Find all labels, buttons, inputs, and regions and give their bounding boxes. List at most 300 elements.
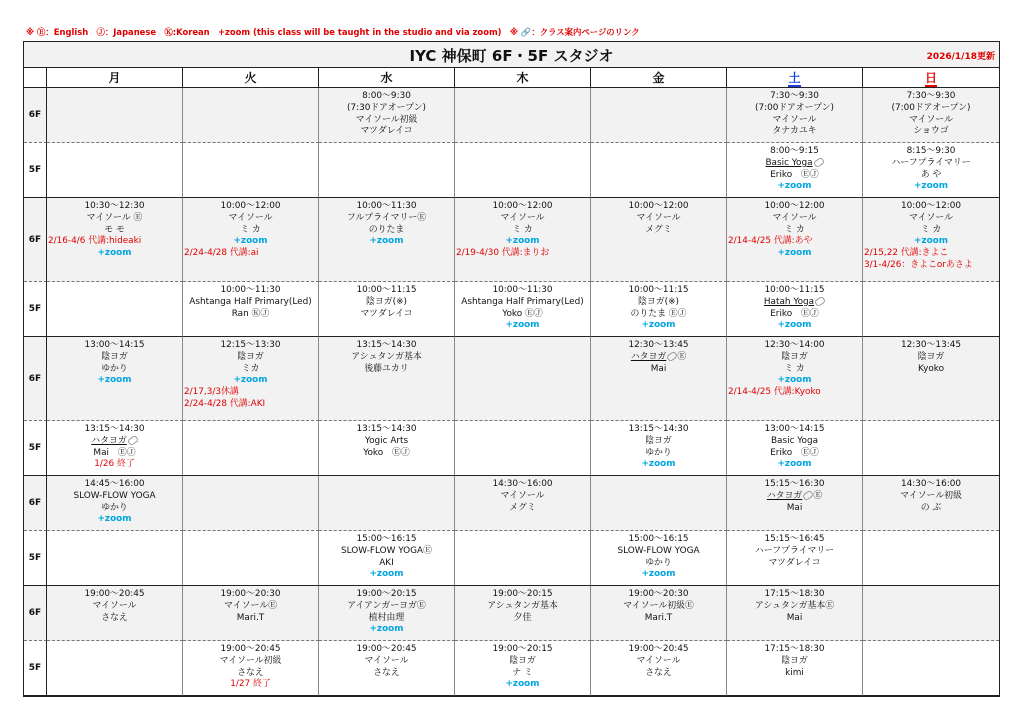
- class-cell: [863, 282, 999, 337]
- class-text: 2/24-4/28 代講:ai: [184, 248, 259, 259]
- class-text: ミ カ: [784, 224, 805, 235]
- class-text: マイソール: [772, 212, 817, 223]
- class-line: [591, 201, 726, 213]
- class-line: [455, 491, 590, 503]
- class-cell: [727, 641, 863, 696]
- class-cell: [455, 337, 591, 421]
- zoom-tag: [727, 459, 862, 471]
- class-line: [455, 201, 590, 213]
- class-line: [455, 285, 590, 297]
- class-cell: [455, 531, 591, 586]
- floor-label: 6F: [24, 476, 47, 531]
- class-text: アシュタンガ基本: [487, 600, 558, 611]
- class-text: ハーフプライマリー: [891, 157, 971, 168]
- class-text: アシュタンガ基本: [351, 351, 422, 362]
- language-mark: Ⓔ: [813, 490, 823, 501]
- class-text: 陰ヨガ: [781, 351, 808, 362]
- class-text: +zoom: [777, 181, 812, 192]
- class-text: マツダレイコ: [360, 126, 413, 137]
- class-line: [183, 285, 318, 297]
- notice-text: [863, 248, 999, 260]
- class-text: のりたま: [368, 224, 405, 235]
- zoom-tag: [591, 459, 726, 471]
- class-line: [183, 213, 318, 225]
- zoom-tag: [455, 236, 590, 248]
- class-cell: [591, 282, 727, 337]
- class-line: [319, 558, 454, 570]
- class-text: のりたま ⒺⒿ: [630, 308, 687, 319]
- class-link[interactable]: Basic Yoga: [765, 157, 813, 168]
- class-cell: [319, 586, 455, 641]
- class-text: マイソール: [500, 212, 545, 223]
- class-line: [47, 213, 182, 225]
- class-text: 19:00～20:30: [220, 589, 281, 599]
- class-text: +zoom: [641, 569, 676, 580]
- class-line: [183, 656, 318, 668]
- class-line: [319, 285, 454, 297]
- class-text: +zoom: [505, 236, 540, 247]
- class-text: マイソールⒺ: [224, 600, 277, 611]
- class-cell: [591, 143, 727, 198]
- class-line: [183, 297, 318, 309]
- class-text: 陰ヨガ: [917, 351, 945, 362]
- class-cell: [47, 282, 183, 337]
- class-text: 7:30～9:30: [770, 91, 819, 101]
- class-text: 10:00～11:15: [764, 285, 825, 295]
- class-text: 15:15～16:45: [764, 534, 825, 544]
- class-text: +zoom: [369, 236, 404, 247]
- class-cell: [183, 337, 319, 421]
- class-text: 13:00～14:15: [764, 424, 825, 434]
- class-text: 15:15～16:30: [764, 479, 825, 489]
- class-text: 10:00～12:00: [492, 201, 553, 211]
- class-line: [727, 213, 862, 225]
- class-text: +zoom: [777, 375, 812, 386]
- class-cell: [319, 641, 455, 696]
- class-line: [863, 491, 999, 503]
- class-text: Mari.T: [644, 612, 673, 623]
- class-line: [863, 158, 999, 170]
- notice-text: [183, 679, 318, 691]
- class-text: kimi: [785, 667, 804, 678]
- class-line: [455, 601, 590, 613]
- class-line: [727, 546, 862, 558]
- class-line: [183, 225, 318, 237]
- class-text: 1/26 終了: [94, 459, 135, 470]
- class-text: 19:00～20:15: [492, 589, 553, 599]
- class-text: 陰ヨガ: [101, 351, 128, 362]
- floor-label: 5F: [24, 421, 47, 476]
- class-line: [455, 613, 590, 625]
- class-line: [863, 503, 999, 515]
- class-line: [47, 225, 182, 237]
- zoom-tag: [47, 375, 182, 387]
- legend-note: ※ Ⓔ：English Ⓙ：Japanese Ⓚ:Korean +zoom (this class will be taught in the studio and via zoom) ※ 🔗：クラス案内ページのリンク: [26, 27, 640, 37]
- class-line: [47, 601, 182, 613]
- class-text: Yoko ⒺⒿ: [502, 308, 543, 319]
- class-text: 1/27 終了: [230, 679, 271, 690]
- class-cell: [455, 586, 591, 641]
- class-text: ゆかり: [101, 363, 128, 374]
- class-line: [727, 644, 862, 656]
- class-text: 12:15～13:30: [220, 340, 281, 350]
- class-text: 8:15～9:30: [906, 146, 956, 156]
- class-line: [183, 613, 318, 625]
- class-cell: [863, 476, 999, 531]
- class-text: AKI: [379, 557, 394, 568]
- class-text: ミ カ: [784, 363, 805, 374]
- class-line: [727, 503, 862, 515]
- class-line: [47, 352, 182, 364]
- class-text: 植村由理: [368, 612, 405, 623]
- class-line: [455, 479, 590, 491]
- class-line: [319, 589, 454, 601]
- class-line: [727, 170, 862, 182]
- class-line: [727, 479, 862, 491]
- class-line: [47, 448, 182, 460]
- floor-label: 5F: [24, 143, 47, 198]
- class-text: アイアンガーヨガⒺ: [347, 600, 426, 611]
- class-line: [727, 364, 862, 376]
- class-line: [727, 436, 862, 448]
- class-cell: [727, 421, 863, 476]
- class-text: 陰ヨガ(※): [366, 296, 407, 307]
- class-text: +zoom: [913, 181, 949, 192]
- class-text: 12:30～14:00: [764, 340, 825, 350]
- class-line: [591, 644, 726, 656]
- class-line: [591, 558, 726, 570]
- class-line: [727, 558, 862, 570]
- class-text: +zoom: [641, 320, 676, 331]
- class-line: [319, 201, 454, 213]
- class-text: Mai: [786, 502, 803, 513]
- class-line: [455, 309, 590, 321]
- class-line: [863, 170, 999, 182]
- class-cell: [183, 143, 319, 198]
- floor-label: 5F: [24, 282, 47, 337]
- class-cell: [47, 198, 183, 282]
- notice-text: [863, 260, 999, 272]
- link-icon[interactable]: [127, 435, 139, 446]
- class-cell: [863, 421, 999, 476]
- floor-label: 5F: [24, 531, 47, 586]
- class-cell: [591, 88, 727, 143]
- class-text: 15:00～16:15: [628, 534, 689, 544]
- class-cell: [319, 531, 455, 586]
- class-cell: [183, 282, 319, 337]
- class-line: [727, 115, 862, 127]
- class-line: [47, 424, 182, 436]
- class-line: [455, 213, 590, 225]
- class-line[interactable]: [47, 436, 182, 448]
- class-cell: [183, 641, 319, 696]
- zoom-tag: [455, 320, 590, 332]
- class-text: マイソール初級Ⓔ: [623, 600, 694, 611]
- class-cell: [319, 337, 455, 421]
- class-line: [319, 297, 454, 309]
- class-text: フルプライマリーⒺ: [346, 212, 427, 223]
- class-line: [591, 613, 726, 625]
- class-cell: [319, 476, 455, 531]
- header-corner: [24, 68, 47, 88]
- zoom-tag: [863, 181, 999, 193]
- zoom-tag: [727, 181, 862, 193]
- class-text: 15:00～16:15: [356, 534, 417, 544]
- class-cell: [863, 586, 999, 641]
- zoom-tag: [863, 236, 999, 248]
- class-text: 3/1-4/26：きよこorあさよ: [864, 259, 973, 270]
- class-line: [319, 601, 454, 613]
- class-text: さなえ: [645, 667, 672, 678]
- class-text: マイソール: [908, 114, 954, 125]
- class-text: +zoom: [505, 679, 540, 690]
- class-line: [319, 340, 454, 352]
- class-text: Ashtanga Half Primary(Led): [189, 296, 312, 307]
- class-text: ゆかり: [645, 557, 672, 568]
- class-line: [319, 613, 454, 625]
- zoom-tag: [319, 624, 454, 636]
- class-line: [591, 424, 726, 436]
- class-text: モ モ: [104, 224, 125, 235]
- class-cell: [727, 337, 863, 421]
- class-line: [319, 115, 454, 127]
- class-line: [591, 364, 726, 376]
- class-line: [863, 479, 999, 491]
- class-text: 17:15～18:30: [764, 644, 825, 654]
- zoom-tag: [183, 236, 318, 248]
- class-cell: [47, 586, 183, 641]
- class-cell: [319, 143, 455, 198]
- class-link[interactable]: ハタヨガ: [766, 490, 803, 501]
- class-text: マイソール: [228, 212, 273, 223]
- class-cell: [727, 586, 863, 641]
- class-text: Eriko ⒺⒿ: [770, 308, 819, 319]
- class-text: アシュタンガ基本Ⓔ: [754, 600, 835, 611]
- class-line: [727, 534, 862, 546]
- class-line: [455, 656, 590, 668]
- class-line: [727, 589, 862, 601]
- class-text: ゆかり: [101, 502, 128, 513]
- day-header-thu: 木: [455, 68, 591, 88]
- class-text: Yoko ⒺⒿ: [363, 447, 410, 458]
- notice-text: [183, 248, 318, 260]
- class-line: [863, 103, 999, 115]
- class-cell: [183, 88, 319, 143]
- class-text: ミ カ: [512, 224, 533, 235]
- class-line[interactable]: [727, 158, 862, 170]
- class-text: マイソール初級: [219, 655, 282, 666]
- class-text: +zoom: [97, 248, 132, 259]
- class-line: [863, 146, 999, 158]
- class-text: 2/19-4/30 代講:まりお: [456, 248, 550, 259]
- class-line: [455, 589, 590, 601]
- class-line: [727, 340, 862, 352]
- class-line: [319, 103, 454, 115]
- class-line: [727, 309, 862, 321]
- class-text: マイソール: [636, 655, 681, 666]
- class-line: [591, 668, 726, 680]
- class-text: 陰ヨガ(※): [638, 296, 679, 307]
- class-line: [863, 91, 999, 103]
- class-line: [591, 213, 726, 225]
- class-line: [591, 589, 726, 601]
- floor-label: 6F: [24, 586, 47, 641]
- class-line: [47, 340, 182, 352]
- class-cell: [455, 198, 591, 282]
- class-text: +zoom: [913, 236, 949, 247]
- class-text: 19:00～20:15: [356, 589, 417, 599]
- class-text: マイソール: [364, 655, 409, 666]
- class-text: +zoom: [505, 320, 540, 331]
- class-line: [319, 309, 454, 321]
- class-line: [319, 126, 454, 138]
- class-line: [319, 213, 454, 225]
- class-text: 13:15～14:30: [84, 424, 145, 434]
- class-text: 14:45～16:00: [84, 479, 145, 489]
- class-line: [863, 352, 999, 364]
- class-text: +zoom: [777, 248, 812, 259]
- class-text: 14:30～16:00: [900, 479, 962, 489]
- class-line: [319, 436, 454, 448]
- schedule-table: [23, 41, 1000, 697]
- class-text: +zoom: [97, 375, 132, 386]
- class-cell: [591, 476, 727, 531]
- class-line: [319, 534, 454, 546]
- class-cell: [591, 586, 727, 641]
- class-text: さなえ: [237, 667, 264, 678]
- class-line: [47, 503, 182, 515]
- floor-label: 6F: [24, 198, 47, 282]
- class-line: [727, 424, 862, 436]
- class-text: マイソール: [772, 114, 817, 125]
- class-text: マツダレイコ: [360, 308, 413, 319]
- notice-text: [47, 459, 182, 471]
- class-cell: [727, 531, 863, 586]
- class-text: 13:15～14:30: [356, 340, 417, 350]
- class-line: [319, 364, 454, 376]
- class-line[interactable]: [727, 491, 862, 503]
- class-text: ミカ: [241, 363, 260, 374]
- class-text: SLOW-FLOW YOGA: [617, 545, 700, 556]
- class-link[interactable]: Hatah Yoga: [763, 296, 815, 307]
- class-cell: [183, 198, 319, 282]
- page-title: IYC 神保町 6F・5F スタジオ: [409, 47, 614, 65]
- class-text: タナカユキ: [772, 126, 817, 137]
- class-line: [727, 91, 862, 103]
- class-text: 10:00～11:15: [356, 285, 417, 295]
- class-cell: [455, 282, 591, 337]
- zoom-tag: [47, 514, 182, 526]
- class-text: 2/14-4/25 代講:Kyoko: [728, 387, 821, 398]
- class-text: +zoom: [777, 320, 812, 331]
- class-text: ショウゴ: [913, 126, 949, 137]
- class-line: [183, 340, 318, 352]
- class-text: +zoom: [777, 459, 812, 470]
- class-line: [863, 201, 999, 213]
- class-text: マイソール: [908, 212, 954, 223]
- class-text: 2/15,22 代講:きよこ: [864, 248, 949, 259]
- link-icon[interactable]: [812, 157, 824, 168]
- title-bar: [24, 42, 999, 68]
- notice-text: [183, 399, 318, 411]
- class-text: マイソール初級: [900, 490, 962, 501]
- class-text: ゆかり: [645, 447, 672, 458]
- class-cell: [455, 421, 591, 476]
- class-text: Yogic Arts: [364, 435, 409, 446]
- class-cell: [591, 421, 727, 476]
- day-header-sat: 土: [727, 68, 863, 88]
- zoom-tag: [727, 375, 862, 387]
- zoom-tag: [47, 248, 182, 260]
- class-text: マイソール: [92, 600, 137, 611]
- notice-text: [455, 248, 590, 260]
- class-text: 陰ヨガ: [645, 435, 672, 446]
- class-text: 10:00～12:00: [900, 201, 962, 211]
- class-line: [455, 503, 590, 515]
- day-header-fri: 金: [591, 68, 727, 88]
- zoom-tag: [319, 236, 454, 248]
- class-text: ナ ミ: [512, 667, 533, 678]
- class-cell: [47, 337, 183, 421]
- class-line: [863, 115, 999, 127]
- class-cell: [47, 143, 183, 198]
- zoom-tag: [319, 569, 454, 581]
- class-line: [863, 364, 999, 376]
- class-line: [319, 352, 454, 364]
- floor-label: 6F: [24, 337, 47, 421]
- class-text: +zoom: [369, 624, 404, 635]
- class-line[interactable]: [727, 297, 862, 309]
- class-text: 10:00～12:00: [220, 201, 281, 211]
- class-text: +zoom: [233, 236, 268, 247]
- class-line: [591, 534, 726, 546]
- class-cell: [863, 143, 999, 198]
- link-icon[interactable]: [814, 296, 826, 307]
- class-text: Eriko ⒺⒿ: [770, 447, 819, 458]
- class-text: さなえ: [101, 612, 128, 623]
- class-text: SLOW-FLOW YOGA: [73, 490, 156, 501]
- class-text: 2/24-4/28 代講:AKI: [184, 398, 266, 409]
- schedule-grid: [24, 68, 999, 696]
- class-line: [183, 364, 318, 376]
- class-line: [863, 340, 999, 352]
- class-text: 19:00～20:45: [628, 644, 689, 654]
- class-text: Mai: [650, 363, 667, 374]
- class-text: Mai ⒺⒿ: [93, 447, 136, 458]
- class-text: 7:30～9:30: [906, 91, 956, 101]
- zoom-tag: [455, 679, 590, 691]
- class-text: マイソール: [500, 490, 545, 501]
- class-text: ミ カ: [240, 224, 261, 235]
- class-text: SLOW-FLOW YOGAⒺ: [341, 545, 432, 556]
- class-cell: [863, 531, 999, 586]
- class-text: あ や: [920, 169, 942, 180]
- class-cell: [183, 531, 319, 586]
- class-line[interactable]: [591, 352, 726, 364]
- class-link[interactable]: ハタヨガ: [630, 351, 667, 362]
- class-text: Basic Yoga: [770, 435, 819, 446]
- class-link[interactable]: ハタヨガ: [91, 435, 127, 446]
- class-line: [319, 668, 454, 680]
- class-cell: [727, 143, 863, 198]
- class-text: 夕佳: [513, 612, 532, 623]
- floor-label: 6F: [24, 88, 47, 143]
- class-line: [863, 225, 999, 237]
- class-line: [727, 285, 862, 297]
- class-text: 13:15～14:30: [356, 424, 417, 434]
- class-text: 10:00～12:00: [764, 201, 825, 211]
- class-cell: [47, 88, 183, 143]
